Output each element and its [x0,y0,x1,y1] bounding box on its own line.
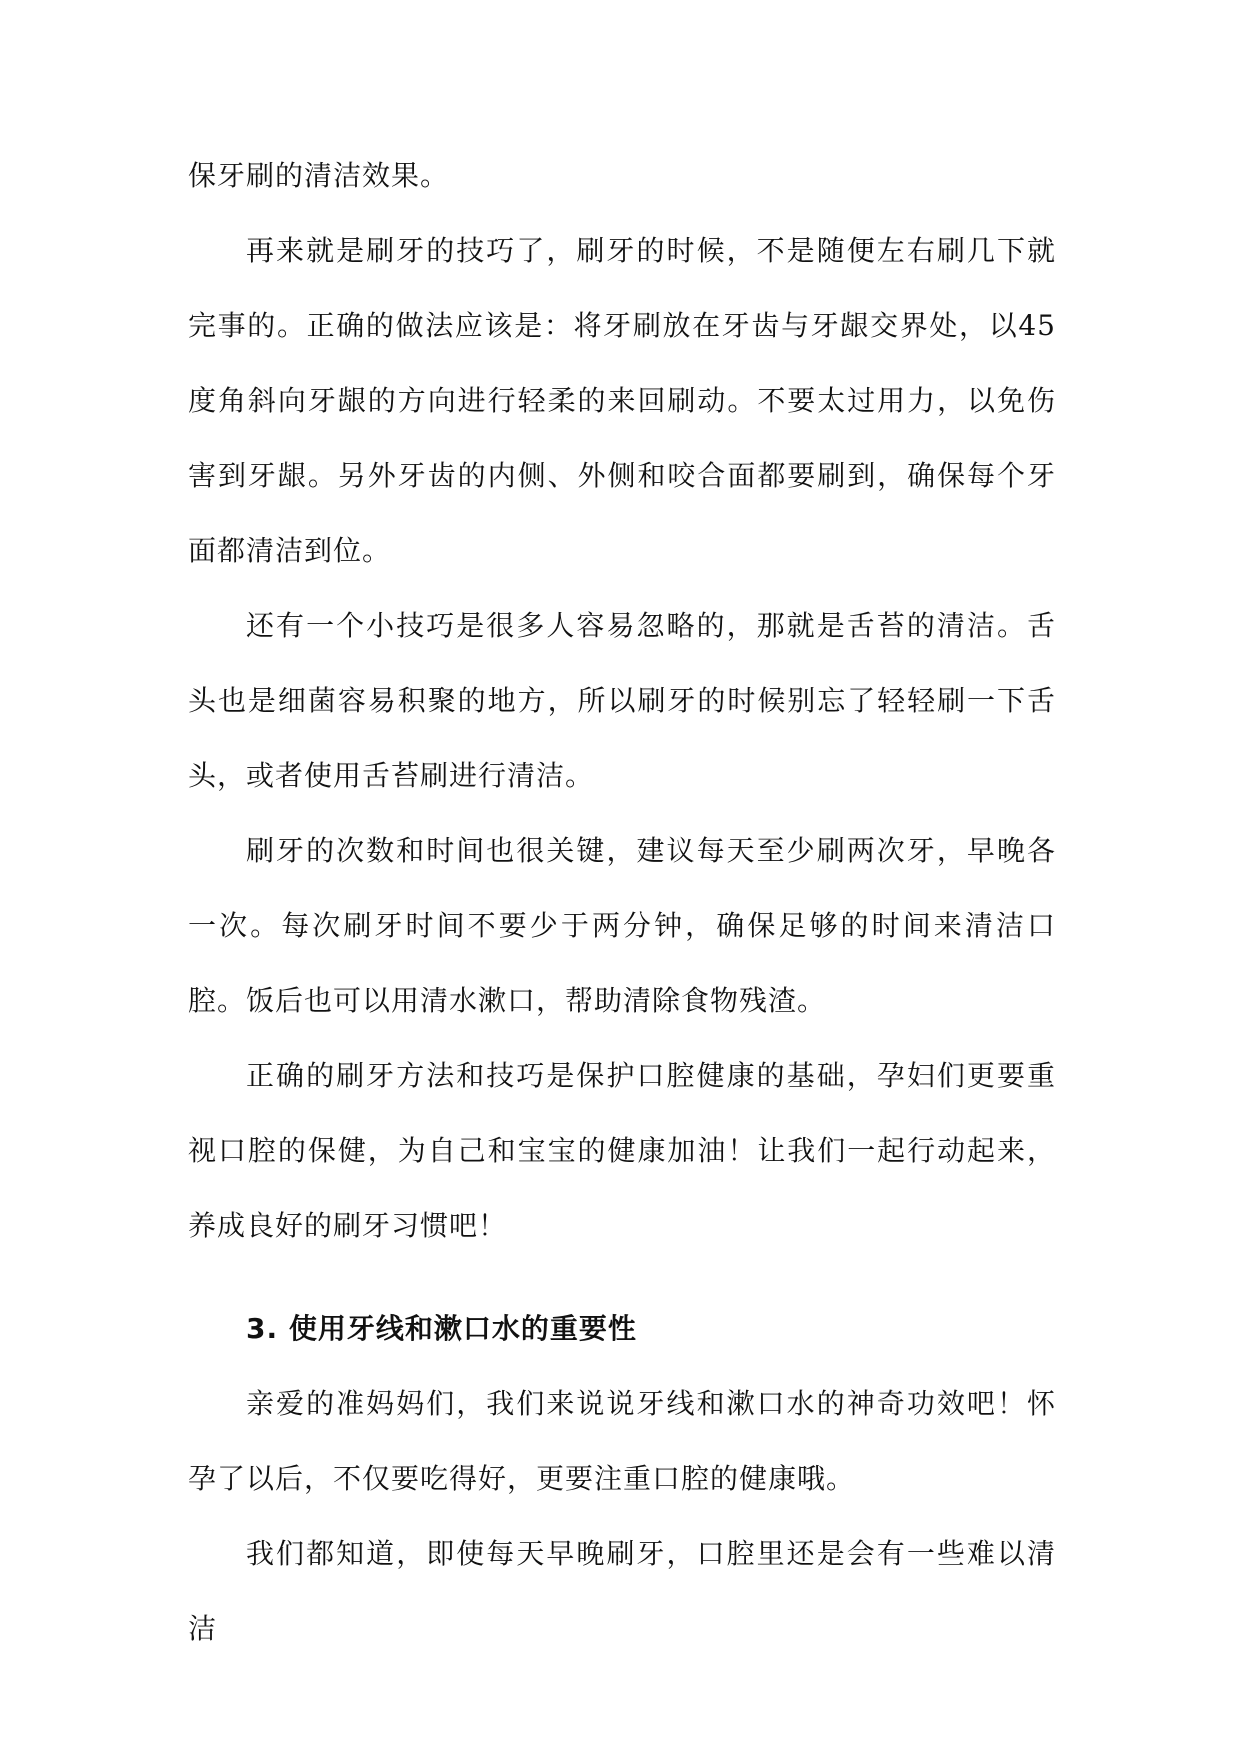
document-body [188,138,1056,1666]
paragraph-brushing-frequency: 刷牙的次数和时间也很关键，建议每天至少刷两次牙，早晚各一次。每次刷牙时间不要少于两分钟，确保足够的时间来清洁口腔。饭后也可以用清水漱口，帮助清除食物残渣。 [188,834,1056,1017]
paragraph-floss-intro: 亲爱的准妈妈们，我们来说说牙线和漱口水的神奇功效吧！怀孕了以后，不仅要吃得好，更要注重口腔的健康哦。 [188,1387,1056,1495]
paragraph-floss-body: 我们都知道，即使每天早晚刷牙，口腔里还是会有一些难以清洁 [188,1537,1056,1645]
paragraph-brushing-summary: 正确的刷牙方法和技巧是保护口腔健康的基础，孕妇们更要重视口腔的保健，为自己和宝宝的健康加油！让我们一起行动起来，养成良好的刷牙习惯吧！ [188,1059,1056,1242]
paragraph-tongue-cleaning: 还有一个小技巧是很多人容易忽略的，那就是舌苔的清洁。舌头也是细菌容易积聚的地方，所以刷牙的时候别忘了轻轻刷一下舌头，或者使用舌苔刷进行清洁。 [188,609,1056,792]
paragraph-continuation: 保牙刷的清洁效果。 [188,159,450,192]
section-heading: 3. 使用牙线和漱口水的重要性 [246,1312,637,1345]
paragraph-brushing-technique: 再来就是刷牙的技巧了，刷牙的时候，不是随便左右刷几下就完事的。正确的做法应该是：将牙刷放在牙齿与牙龈交界处，以45度角斜向牙龈的方向进行轻柔的来回刷动。不要太过用力，以免伤害到牙龈。另外牙齿的内侧、外侧和咬合面都要刷到，确保每个牙面都清洁到位。 [188,234,1056,567]
